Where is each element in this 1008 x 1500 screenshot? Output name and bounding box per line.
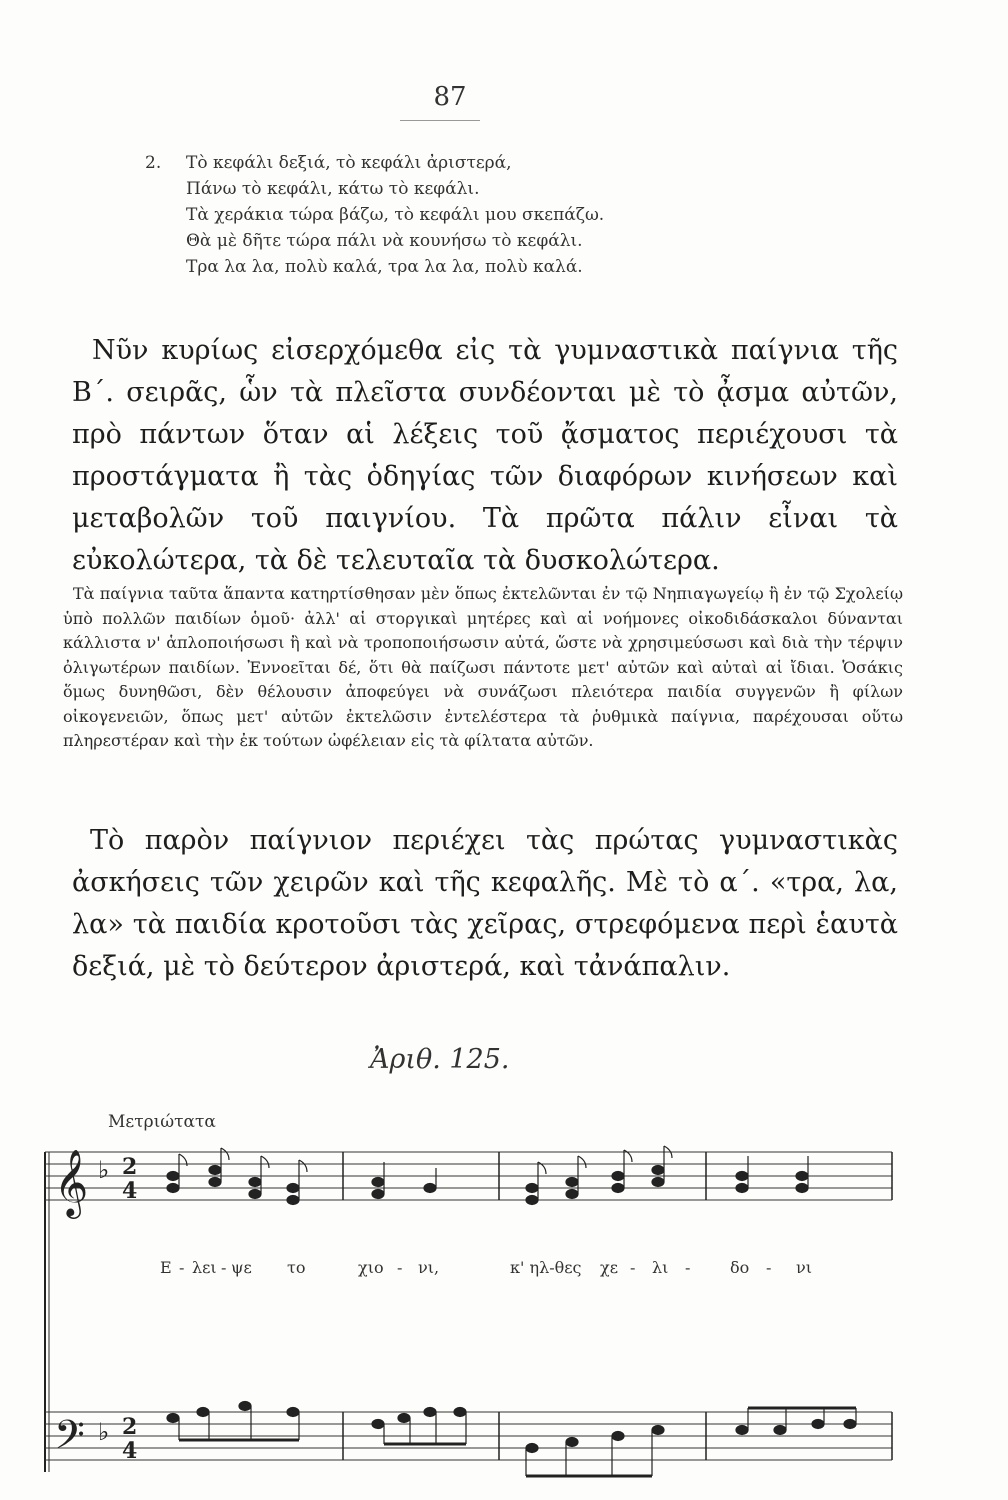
flat-icon: ♭ — [98, 1156, 110, 1184]
verse-line — [145, 176, 604, 202]
lyric-syllable: - — [766, 1258, 772, 1277]
verse-line-text: Πάνω τὸ κεφάλι, κάτω τὸ κεφάλι. — [186, 179, 480, 199]
note-head — [424, 1408, 436, 1417]
page-number: 87 — [433, 82, 467, 112]
note-head — [796, 1172, 808, 1181]
lyric-syllable: λι — [652, 1258, 669, 1277]
note-head — [167, 1172, 179, 1181]
note-head — [526, 1444, 538, 1453]
note-head — [249, 1178, 261, 1187]
flat-icon: ♭ — [98, 1418, 110, 1446]
lyric-syllable: κ' ηλ-θες — [510, 1258, 582, 1277]
song-verse — [145, 150, 604, 280]
time-signature-top: 2 — [122, 1414, 138, 1440]
game-description-paragraph: Τὸ παρὸν παίγνιον περιέχει τὰς πρώτας γυμναστικὰς ἀσκήσεις τῶν χειρῶν καὶ τῆς κεφαλῆς. Μὲ τὸ α΄. «τρα, λα, λα» τὰ παιδία κροτοῦσι τὰς χεῖρας, στρεφόμενα περὶ ἑαυτὰ δεξιά, μὲ τὸ δεύτερον ἀριστερά, καὶ τἀνάπαλιν. — [72, 825, 898, 982]
note-head — [398, 1414, 410, 1423]
note-head — [167, 1414, 179, 1423]
note-head — [566, 1190, 578, 1199]
lyric-syllable: δο — [730, 1258, 750, 1277]
melody-number-title: Ἀριθ. 125. — [370, 1044, 510, 1075]
note-head — [652, 1166, 664, 1175]
note-head — [372, 1420, 384, 1429]
note-head — [372, 1178, 384, 1187]
note-head — [736, 1184, 748, 1193]
time-signature-top: 2 — [122, 1154, 138, 1180]
lyric-syllable: ψε — [231, 1258, 252, 1277]
note-head — [372, 1190, 384, 1199]
note-head — [239, 1402, 251, 1411]
note-head — [612, 1432, 624, 1441]
note-head — [736, 1426, 748, 1435]
note-head — [566, 1438, 578, 1447]
note-head — [287, 1408, 299, 1417]
bass-notes — [167, 1402, 856, 1477]
treble-clef-icon: 𝄞 — [54, 1148, 89, 1216]
lyric-syllable: χε — [600, 1258, 618, 1277]
note-head — [774, 1426, 786, 1435]
verse-line-text: Τὰ χεράκια τώρα βάζω, τὸ κεφάλι μου σκεπάζω. — [186, 205, 605, 225]
time-signature-bottom: 4 — [122, 1438, 138, 1464]
note-head — [612, 1184, 624, 1193]
lyric-syllable: το — [287, 1258, 306, 1277]
lyric-syllable: - — [685, 1258, 691, 1277]
note-head — [736, 1172, 748, 1181]
lyric-syllable: Ε — [160, 1258, 172, 1277]
note-head — [454, 1408, 466, 1417]
note-head — [209, 1166, 221, 1175]
note-head — [652, 1178, 664, 1187]
note-head — [652, 1426, 664, 1435]
lyric-syllable: χιο — [358, 1258, 384, 1277]
note-head — [526, 1196, 538, 1205]
note-head — [287, 1196, 299, 1205]
lyric-syllable: - — [221, 1258, 227, 1277]
verse-line — [145, 202, 604, 228]
music-score — [40, 1140, 960, 1500]
lyric-syllable: - — [397, 1258, 403, 1277]
tempo-marking: Μετριώτατα — [108, 1112, 216, 1132]
note-head — [209, 1178, 221, 1187]
intro-paragraph: Νῦν κυρίως εἰσερχόμεθα εἰς τὰ γυμναστικὰ παίγνια τῆς Β΄. σειρᾶς, ὧν τὰ πλεῖστα συνδέονται μὲ τὸ ᾆσμα αὐτῶν, πρὸ πάντων ὅταν αἱ λέξεις τοῦ ᾄσματος περιέχουσι τὰ προστάγματα ἢ τὰς ὁδηγίας τῶν διαφόρων κινήσεων καὶ μεταβολῶν τοῦ παιγνίου. Τὰ πρῶτα πάλιν εἶναι τὰ εὐκολώτερα, τὰ δὲ τελευταῖα τὰ δυσκολώτερα. — [72, 335, 898, 576]
note-paragraph: Τὰ παίγνια ταῦτα ἅπαντα κατηρτίσθησαν μὲν ὅπως ἐκτελῶνται ἐν τῷ Νηπιαγωγείῳ ἢ ἐν τῷ Σχολείῳ ὑπὸ πολλῶν παιδίων ὁμοῦ· ἀλλ' αἱ στοργικαὶ μητέρες καὶ αἱ νοήμονες οἰκοδιδάσκαλοι δύνανται κάλλιστα ν' ἁπλοποιήσωσι ἢ καὶ νὰ τροποποιήσωσιν αὐτά, ὥστε νὰ χρησιμεύσωσι καὶ διὰ τὴν τέρψιν ὀλιγωτέρων παιδίων. Ἐννοεῖται δέ, ὅτι θὰ παίζωσι πάντοτε μετ' αὐτῶν καὶ αὐταὶ αἱ ἴδιαι. Ὁσάκις ὅμως δυνηθῶσι, δὲν θέλουσιν ἀποφεύγει νὰ συνάζωσι πλειότερα παιδία συγγενῶν ἢ φίλων οἰκογενειῶν, ὅπως μετ' αὐτῶν ἐκτελῶσιν ἐντελέστερα τὰ ῥυθμικὰ παίγνια, παρέχουσαι οὕτω πληρεστέραν καὶ τὴν ἐκ τούτων ὠφέλειαν εἰς τὰ φίλτατα αὐτῶν. — [63, 584, 903, 750]
treble-notes — [167, 1146, 808, 1205]
lyric-syllable: - — [179, 1258, 185, 1277]
bass-clef-icon: 𝄢 — [54, 1412, 85, 1468]
lyric-syllable: - — [630, 1258, 636, 1277]
page-number-rule — [400, 120, 480, 121]
verse-line-text: Θὰ μὲ δῆτε τώρα πάλι νὰ κουνήσω τὸ κεφάλι. — [186, 231, 583, 251]
note-head — [612, 1172, 624, 1181]
lyric-syllable: νι, — [418, 1258, 440, 1277]
note-head — [566, 1178, 578, 1187]
verse-line — [145, 254, 604, 280]
verse-line — [145, 150, 604, 176]
note-head — [844, 1420, 856, 1429]
lyric-syllable: νι — [796, 1258, 812, 1277]
note-head — [526, 1184, 538, 1193]
lyric-syllable: λει — [192, 1258, 217, 1277]
lyrics-line — [160, 1258, 812, 1277]
verse-line-text: Τὸ κεφάλι δεξιά, τὸ κεφάλι ἀριστερά, — [186, 153, 512, 173]
verse-line-text: Τρα λα λα, πολὺ καλά, τρα λα λα, πολὺ καλά. — [186, 257, 583, 277]
verse-line — [145, 228, 604, 254]
time-signature-bottom: 4 — [122, 1178, 138, 1204]
verse-number: 2. — [145, 153, 162, 173]
note-head — [249, 1190, 261, 1199]
note-head — [812, 1420, 824, 1429]
note-head — [167, 1184, 179, 1193]
note-head — [424, 1184, 436, 1193]
note-head — [287, 1184, 299, 1193]
note-head — [796, 1184, 808, 1193]
note-head — [197, 1408, 209, 1417]
